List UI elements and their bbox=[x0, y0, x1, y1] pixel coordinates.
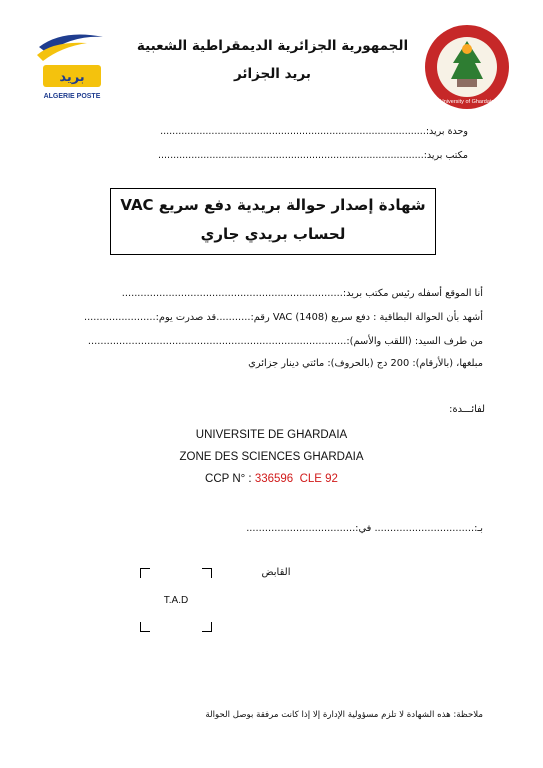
frame-corner bbox=[202, 622, 212, 632]
post-office-field: مكتب بريد:........................................................................................ bbox=[157, 150, 468, 161]
service-title: بريد الجزائر bbox=[234, 66, 311, 82]
sender-line: من طرف السيد: (اللقب والأسم):................................................................................... bbox=[87, 336, 483, 347]
frame-corner bbox=[140, 622, 150, 632]
svg-text:بريد: بريد bbox=[59, 70, 85, 85]
beneficiary-zone: ZONE DES SCIENCES GHARDAIA bbox=[179, 451, 364, 463]
footnote: ملاحظة: هذه الشهادة لا تلزم مسؤولية الإدارة إلا إذا كانت مرفقة بوصل الحوالة bbox=[205, 710, 483, 720]
certify-line: أشهد بأن الحوالة البطاقية : دفع سريع VAC (1408) رقم:...........قد صدرت يوم:....................... bbox=[83, 312, 483, 323]
beneficiary-university: UNIVERSITE DE GHARDAIA bbox=[195, 429, 348, 441]
post-unit-field: وحدة بريد:........................................................................................ bbox=[160, 126, 468, 137]
emblem-text: University of Ghardaia bbox=[439, 99, 495, 105]
beneficiary-label: لفائـــدة: bbox=[449, 404, 485, 415]
ccp-line bbox=[0, 473, 543, 485]
ccp-key: CLE 92 bbox=[299, 473, 338, 485]
ccp-label: CCP N° : bbox=[205, 473, 252, 485]
certificate-title-box bbox=[110, 188, 436, 255]
frame-corner bbox=[202, 568, 212, 578]
country-title: الجمهورية الجزائرية الديمقراطية الشعبية bbox=[136, 38, 409, 54]
place-date-line: بـ:................................ في:................................... bbox=[246, 523, 483, 534]
university-emblem bbox=[423, 23, 511, 111]
algerie-poste-logo bbox=[33, 27, 111, 101]
amount-line: مبلغها، (بالأرقام): 200 دج (بالحروف): مائتي دينار جزائري bbox=[248, 358, 483, 369]
certificate-subtitle: لحساب بريدي جاري bbox=[200, 225, 346, 243]
collector-label: القابض bbox=[261, 567, 291, 578]
ccp-number: 336596 bbox=[254, 473, 294, 485]
stamp-label: T.A.D bbox=[163, 595, 189, 606]
certificate-title: شهادة إصدار حوالة بريدية دفع سريع VAC bbox=[120, 196, 426, 214]
stamp-frame bbox=[140, 568, 212, 632]
signer-line: أنا الموقع أسفله رئيس مكتب بريد:....................................................................... bbox=[121, 288, 483, 299]
frame-corner bbox=[140, 568, 150, 578]
logo-text: ALGERIE POSTE bbox=[43, 93, 101, 100]
